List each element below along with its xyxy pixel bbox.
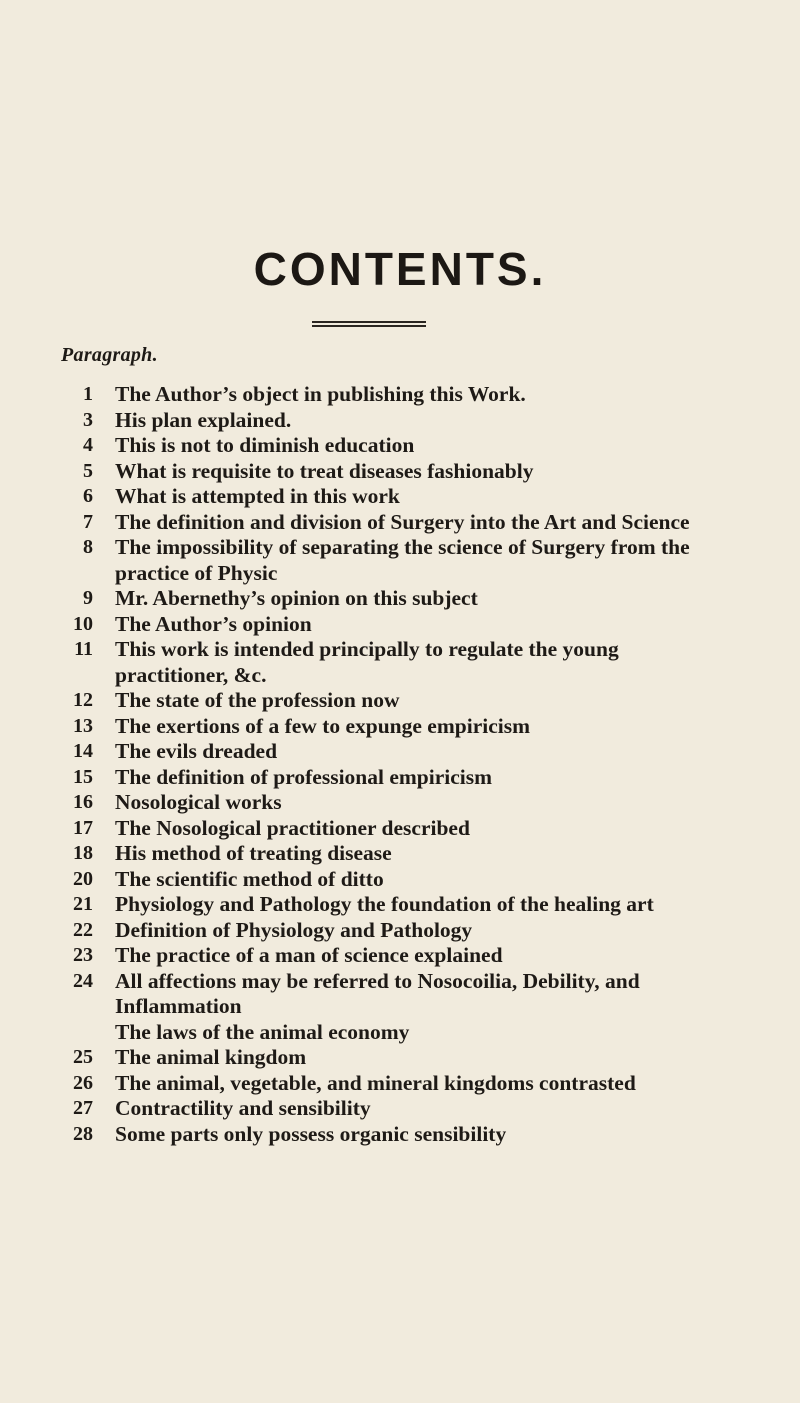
entry-text: This is not to diminish education [115,433,415,457]
contents-entry [0,1096,715,1122]
entry-text: The definition and division of Surgery into the Art and Science [115,509,690,534]
paragraph-number: 17 [73,816,93,839]
paragraph-number: 3 [83,408,93,431]
paragraph-number: 20 [73,867,93,890]
contents-entry [0,459,715,485]
entry-text: Some parts only possess organic sensibility [115,1121,507,1146]
contents-entry [0,918,715,944]
paragraph-number: 13 [73,714,93,737]
contents-entry [0,790,715,816]
paragraph-number: 21 [73,893,93,915]
paragraph-number: 6 [83,485,93,507]
entry-text: The scientific method of ditto [115,866,384,891]
contents-entry [0,612,715,638]
contents-entry [0,714,715,740]
entry-text: The impossibility of separating the science of Surgery from the practice of Physic [115,535,690,585]
entry-text: The evils dreaded [115,739,278,763]
contents-entry [0,1020,715,1046]
paragraph-number: 18 [73,842,93,864]
entry-text: The Author’s object in publishing this Work. [115,382,526,406]
contents-entry [0,688,715,714]
entry-text: What is requisite to treat diseases fashionably [115,458,534,483]
title-rule [312,321,426,329]
paragraph-number: 14 [73,740,93,762]
entry-text: The Author’s opinion [115,611,312,636]
contents-entry [0,484,715,510]
contents-entry [0,535,715,586]
entry-text: This work is intended principally to regulate the young practitioner, &c. [115,637,619,687]
paragraph-number: 12 [73,689,93,711]
entry-text: Mr. Abernethy’s opinion on this subject [115,586,478,610]
entry-text: Contractility and sensibility [115,1096,371,1120]
entry-text: Physiology and Pathology the foundation of the healing art [115,892,654,916]
paragraph-number: 5 [83,459,93,482]
contents-entry [0,841,715,867]
entry-text: Nosological works [115,790,282,814]
paragraph-number: 4 [83,434,93,456]
paragraph-number: 26 [73,1071,93,1094]
paragraph-number: 27 [73,1097,93,1119]
paragraph-number: 16 [73,791,93,813]
contents-entry [0,1045,715,1071]
contents-entry [0,408,715,434]
paragraph-number: 7 [83,510,93,533]
entry-text: The animal, vegetable, and mineral kingdoms contrasted [115,1070,636,1095]
contents-entry [0,433,715,459]
entry-text: The Nosological practitioner described [115,815,470,840]
paragraph-number: 23 [73,944,93,966]
entry-text: The definition of professional empiricism [115,764,493,789]
paragraph-number: 25 [73,1046,93,1068]
contents-entry [0,382,715,408]
paragraph-number: 11 [74,638,93,660]
contents-entry [0,867,715,893]
contents-entry [0,943,715,969]
contents-entry [0,892,715,918]
entry-text: The animal kingdom [115,1045,307,1069]
page-title: CONTENTS. [253,243,547,295]
contents-entry [0,969,715,1020]
contents-list [0,382,800,1147]
entry-text: What is attempted in this work [115,484,400,508]
contents-entry [0,510,715,536]
paragraph-number: 8 [83,536,93,558]
entry-text: The state of the profession now [115,688,400,712]
paragraph-number: 10 [73,612,93,635]
paragraph-column-label: Paragraph. [61,344,158,366]
paragraph-number: 1 [83,383,93,405]
contents-entry [0,637,715,688]
contents-entry [0,739,715,765]
paragraph-number: 9 [83,587,93,609]
contents-entry [0,1071,715,1097]
entry-text: His method of treating disease [115,841,392,865]
entry-text: Definition of Physiology and Pathology [115,917,473,942]
paragraph-number: 24 [73,969,93,992]
paragraph-number: 15 [73,765,93,788]
contents-entry [0,586,715,612]
paragraph-number: 28 [73,1122,93,1145]
contents-entry [0,1122,715,1148]
paragraph-number: 22 [73,918,93,941]
entry-text: All affections may be referred to Nosocoilia, Debility, and Inflammation [115,968,640,1018]
entry-text: The laws of the animal economy [115,1019,410,1044]
entry-text: The practice of a man of science explained [115,943,503,967]
entry-text: The exertions of a few to expunge empiricism [115,713,530,738]
contents-entry [0,816,715,842]
contents-entry [0,765,715,791]
entry-text: His plan explained. [115,407,292,432]
